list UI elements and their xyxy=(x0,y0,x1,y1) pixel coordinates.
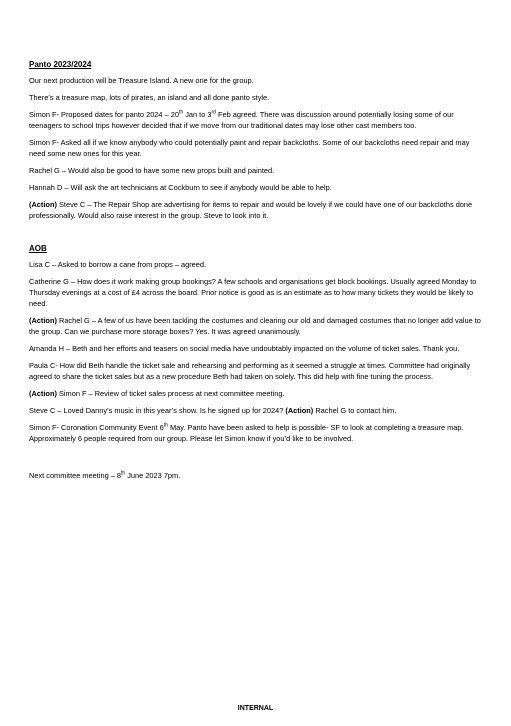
aob-paragraph-7 xyxy=(29,405,487,416)
panto-paragraph-3 xyxy=(29,109,487,131)
document-body xyxy=(29,59,487,487)
action-label: (Action) xyxy=(285,406,314,415)
panto-p3-text-c: Feb agreed. There was discussion around potentially losing some of our teenagers to school trips however decided that if we move from our traditional dates may lose other cast members too. xyxy=(29,110,454,130)
panto-paragraph-1: Our next production will be Treasure Island. A new one for the group. xyxy=(29,76,254,85)
aob-heading: AOB xyxy=(29,244,47,253)
aob-paragraph-6: (Action) Simon F – Review of ticket sales process at next committee meeting. xyxy=(29,389,285,398)
aob-p8-sup: th xyxy=(163,422,168,429)
panto-p3-text-b: Jan to 3 xyxy=(183,110,212,119)
action-label: (Action) xyxy=(29,316,57,325)
panto-heading: Panto 2023/2024 xyxy=(29,60,92,69)
panto-paragraph-4: Simon F- Asked all if we know anybody who could potentially paint and repair backcloths. Some of our backcloths need repair and may need some new ones for this year. xyxy=(29,138,470,158)
aob-paragraph-8 xyxy=(29,422,487,444)
next-meeting-line xyxy=(29,470,487,481)
next-meeting-text-a: Next committee meeting – 8 xyxy=(29,471,122,480)
panto-paragraph-7: (Action) Steve C – The Repair Shop are advertising for items to repair and would be lovely if we could have one of our backcloths done professionally. Would also raise interest in the group. Steve to look into it. xyxy=(29,200,473,220)
meeting-spacer xyxy=(29,450,487,470)
panto-paragraph-6: Hannah D – Will ask the art technicians at Cockburn to see if anybody would be able to help. xyxy=(29,183,332,192)
aob-paragraph-3: (Action) Rachel G – A few of us have been tackling the costumes and clearing our old and damaged costumes that no longer add value to the group. Can we purchase more storage boxes? Yes. It was agreed unanimously. xyxy=(29,316,481,336)
aob-paragraph-2: Catherine G – How does it work making group bookings? A few schools and organisations get block bookings. Usually agreed Monday to Thursday evenings at a cost of £4 across the board. Prior notice is good as is an estimate as to how many tickets they would be likely to need. xyxy=(29,277,477,308)
aob-paragraph-4: Amanda H – Beth and her efforts and teasers on social media have undoubtably impacted on the volume of ticket sales. Thank you. xyxy=(29,344,460,353)
panto-p3-sup-1: th xyxy=(178,109,184,116)
aob-paragraph-1: Lisa C – Asked to borrow a cane from props – agreed. xyxy=(29,260,207,269)
aob-p7-text-b: (Action) Rachel G to contact him. xyxy=(285,406,397,415)
aob-p8-text-b: May. Panto have been asked to help is possible- SF to look at completing a treasure map. Approximately 6 people required from our group. Please let Simon know if you’d like to be involved. xyxy=(29,423,464,443)
panto-p3-text-a: Simon F- Proposed dates for panto 2024 – 20 xyxy=(29,110,179,119)
next-meeting-text-b: June 2023 7pm. xyxy=(125,471,181,480)
aob-p7-text-a: Steve C – Loved Danny’s music in this year’s show. Is he signed up for 2024? xyxy=(29,406,286,415)
action-label: (Action) xyxy=(29,200,57,209)
panto-paragraph-5: Rachel G – Would also be good to have some new props built and painted. xyxy=(29,166,275,175)
action-label: (Action) xyxy=(29,389,57,398)
panto-p3-sup-2: rd xyxy=(211,109,216,116)
panto-paragraph-2: There’s a treasure map, lots of pirates, an island and all done panto style. xyxy=(29,93,270,102)
footer-classification-label: INTERNAL xyxy=(237,705,274,712)
aob-p8-text-a: Simon F- Coronation Community Event 6 xyxy=(29,423,164,432)
aob-paragraph-5: Paula C- How did Beth handle the ticket sale and rehearsing and performing as it seemed a struggle at times. Committee had originally agreed to share the ticket sales but as a new procedure Beth had taken on solely. This did help with fine tuning the process. xyxy=(29,361,471,381)
next-meeting-sup: th xyxy=(121,470,126,477)
section-spacer xyxy=(29,227,487,243)
